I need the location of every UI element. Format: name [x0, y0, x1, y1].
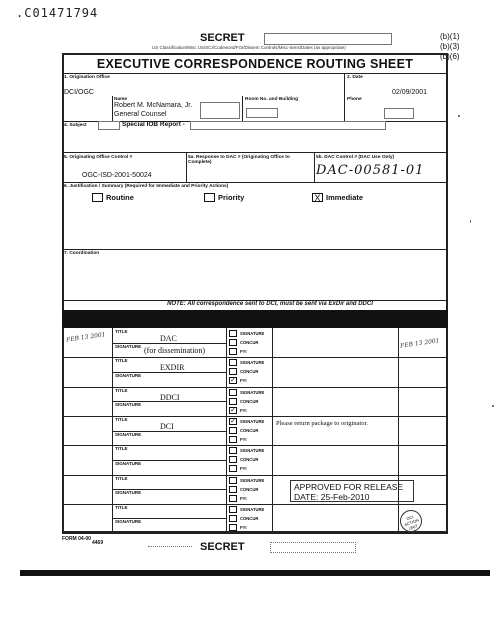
rule: [398, 328, 399, 533]
document-id: .C01471794: [16, 6, 99, 20]
routing-title-tag: TITLE: [115, 476, 128, 481]
approved-line-2: DATE: 25-Feb-2010: [294, 492, 370, 502]
classification-note: US Classification/Misc US/SCI/Codeword/FGI/Dissem Controls/Misc-Sens/Dates (as appropriate): [152, 45, 346, 50]
redaction-box: [246, 108, 278, 118]
routing-signature-value: (for dissemination): [144, 346, 206, 355]
fyi-checkbox[interactable]: [229, 348, 237, 355]
date-value: 02/09/2001: [392, 89, 428, 96]
signature-checkbox[interactable]: [229, 389, 237, 396]
redaction-box: [270, 542, 356, 553]
signature-checkbox[interactable]: ✓: [230, 418, 236, 425]
received-stamp-left: FEB 13 2001: [65, 331, 106, 344]
fyi-checkbox[interactable]: [229, 465, 237, 472]
concur-label: CONCUR: [240, 340, 259, 345]
name-label: Name: [114, 97, 128, 102]
rule: [272, 328, 273, 533]
redaction-box: [384, 108, 414, 119]
signature-label: SIGNATURE: [240, 419, 265, 424]
routing-signature-tag: SIGNATURE: [115, 344, 142, 349]
immediate-label: Immediate: [326, 193, 364, 202]
redaction-box: [148, 546, 192, 554]
fyi-label: FYI: [240, 496, 247, 501]
concur-label: CONCUR: [240, 457, 259, 462]
signature-checkbox[interactable]: [229, 506, 237, 513]
signature-checkbox[interactable]: [229, 477, 237, 484]
immediate-checkbox[interactable]: X: [312, 193, 323, 202]
routing-title-tag: TITLE: [115, 358, 128, 363]
fyi-checkbox[interactable]: [229, 495, 237, 502]
rule: [242, 96, 243, 121]
scan-speck: [470, 220, 471, 223]
rule: [226, 328, 227, 533]
exemption-b1: (b)(1): [440, 32, 460, 41]
routing-title-tag: TITLE: [115, 417, 128, 422]
concur-checkbox[interactable]: [229, 515, 237, 522]
fyi-label: FYI: [240, 466, 247, 471]
rule: [62, 73, 448, 74]
routing-title-value: DCI: [160, 422, 174, 431]
dac-control-label: 5b. DAC Control # (DAC Use Only): [316, 155, 395, 160]
concur-label: CONCUR: [240, 369, 259, 374]
rule: [314, 152, 315, 182]
fyi-checkbox[interactable]: [229, 436, 237, 443]
routing-signature-tag: SIGNATURE: [115, 373, 142, 378]
routing-signature-tag: SIGNATURE: [115, 432, 142, 437]
routing-signature-tag: SIGNATURE: [115, 402, 142, 407]
routing-remarks: Please return package to originator.: [276, 420, 368, 427]
form-id: FORM 04-00: [62, 536, 91, 542]
routine-checkbox[interactable]: [92, 193, 103, 202]
concur-label: CONCUR: [240, 487, 259, 492]
exemption-b6: (b)(6): [440, 52, 460, 61]
justification-label: 6. Justification / Summary (Required for Immediate and Priority Actions): [64, 184, 229, 189]
rule: [62, 152, 448, 153]
name-title-value: General Counsel: [114, 111, 167, 118]
classification-top: SECRET: [200, 32, 245, 44]
routine-label: Routine: [106, 193, 134, 202]
signature-label: SIGNATURE: [240, 478, 265, 483]
header-bar: [62, 310, 448, 328]
scan-speck: [492, 405, 494, 407]
rule: [112, 96, 113, 121]
signature-checkbox[interactable]: [229, 447, 237, 454]
concur-label: CONCUR: [240, 399, 259, 404]
redaction-box: [98, 121, 120, 130]
rule: [186, 152, 187, 182]
concur-label: CONCUR: [240, 428, 259, 433]
routing-title-tag: TITLE: [115, 329, 128, 334]
routing-title-tag: TITLE: [115, 388, 128, 393]
concur-checkbox[interactable]: [229, 427, 237, 434]
origination-office-label: 1. Origination Office: [64, 75, 110, 80]
rule: [344, 73, 345, 121]
routing-signature-tag: SIGNATURE: [115, 490, 142, 495]
form-number: 4469: [92, 540, 104, 546]
date-label: 2. Date: [347, 75, 363, 80]
subject-value: Special IOB Report -: [122, 121, 185, 128]
fyi-label: FYI: [240, 378, 247, 383]
approved-line-1: APPROVED FOR RELEASE: [294, 482, 404, 492]
fyi-label: FYI: [240, 525, 247, 530]
concur-checkbox[interactable]: [229, 368, 237, 375]
priority-label: Priority: [218, 193, 245, 202]
rule: [62, 249, 448, 250]
bottom-bar: [20, 570, 490, 576]
redaction-box: [200, 102, 240, 119]
routing-signature-tag: SIGNATURE: [115, 461, 142, 466]
concur-checkbox[interactable]: [229, 339, 237, 346]
scan-speck: [458, 115, 460, 117]
control-value: OGC-ISD-2001-50024: [82, 172, 152, 179]
fyi-label: FYI: [240, 349, 247, 354]
fyi-checkbox[interactable]: ✓: [230, 377, 236, 384]
signature-checkbox[interactable]: [229, 359, 237, 366]
signature-label: SIGNATURE: [240, 390, 265, 395]
signature-label: SIGNATURE: [240, 507, 265, 512]
signature-label: SIGNATURE: [240, 360, 265, 365]
classification-bottom: SECRET: [200, 541, 245, 553]
form-title: EXECUTIVE CORRESPONDENCE ROUTING SHEET: [96, 57, 414, 71]
concur-label: CONCUR: [240, 516, 259, 521]
routing-title-tag: TITLE: [115, 446, 128, 451]
rule: [62, 533, 448, 534]
room-label: Room No. and Building: [245, 97, 299, 102]
exemption-b3: (b)(3): [440, 42, 460, 51]
fyi-label: FYI: [240, 437, 247, 442]
rule: [62, 182, 448, 183]
concur-checkbox[interactable]: [229, 486, 237, 493]
fyi-checkbox[interactable]: [229, 524, 237, 531]
priority-checkbox[interactable]: [204, 193, 215, 202]
routing-note: NOTE: All correspondence sent to DCI, must be sent via ExDir and DDCI: [167, 301, 373, 307]
response-label: 5a. Response to DAC # (Originating Office to Complete): [188, 155, 290, 165]
phone-label: Phone: [347, 97, 362, 102]
redaction-box: [190, 121, 386, 130]
routing-title-value: DAC: [160, 334, 177, 343]
concur-checkbox[interactable]: [229, 456, 237, 463]
dac-control-value: DAC-00581-01: [316, 163, 425, 178]
signature-checkbox[interactable]: [229, 330, 237, 337]
fyi-label: FYI: [240, 408, 247, 413]
signature-label: SIGNATURE: [240, 331, 265, 336]
subject-label: 4. Subject: [64, 123, 87, 128]
routing-title-tag: TITLE: [115, 505, 128, 510]
dci-action-stamp: DCI ACTION UNIT: [397, 507, 425, 535]
origination-office-value: DCI/OGC: [64, 89, 94, 96]
fyi-checkbox[interactable]: ✓: [230, 407, 236, 414]
routing-signature-tag: SIGNATURE: [115, 519, 142, 524]
routing-title-value: DDCI: [160, 393, 180, 402]
coordination-label: 7. Coordination: [64, 251, 100, 256]
name-value: Robert M. McNamara, Jr.: [114, 102, 193, 109]
redaction-box-top: [264, 33, 392, 45]
routing-title-value: EXDIR: [160, 363, 185, 372]
received-stamp-right: FEB 13 2001: [399, 337, 440, 350]
approved-for-release-stamp: [290, 480, 414, 502]
signature-label: SIGNATURE: [240, 448, 265, 453]
control-label: 5. Originating Office Control #: [64, 155, 133, 160]
concur-checkbox[interactable]: [229, 398, 237, 405]
